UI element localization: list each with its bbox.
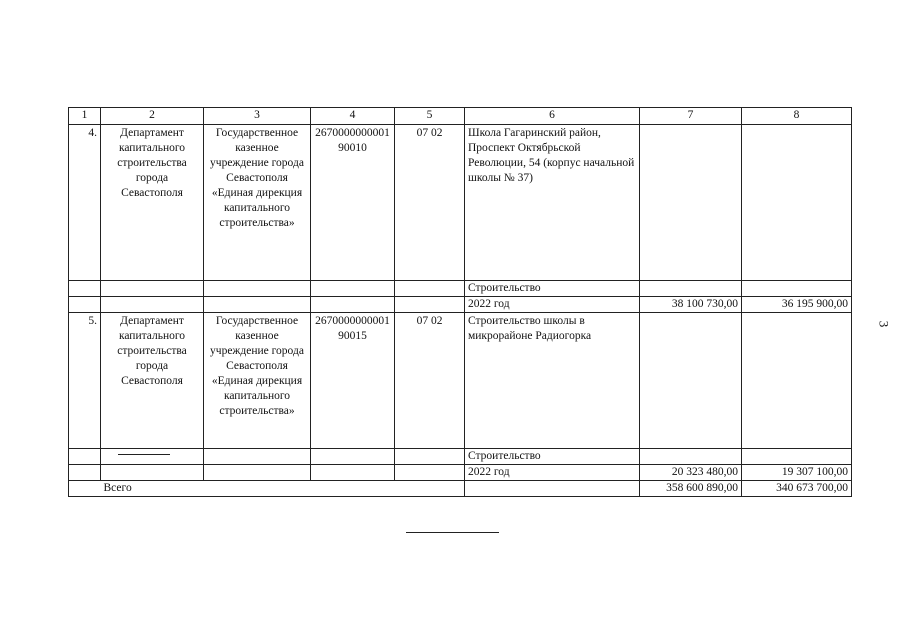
empty-cell	[742, 313, 852, 449]
row-number: 5.	[69, 313, 101, 449]
total-label: Всего	[101, 481, 465, 497]
table-row	[69, 281, 852, 297]
empty-cell	[640, 313, 742, 449]
table-header-row	[69, 108, 852, 125]
total-row	[69, 481, 852, 497]
column-header: 1	[69, 108, 101, 125]
page-number: 3	[876, 320, 892, 328]
total-amount-7: 358 600 890,00	[640, 481, 742, 497]
divider	[118, 454, 170, 455]
column-header: 8	[742, 108, 852, 125]
budget-table	[68, 107, 852, 497]
code-cell: 267000000000190010	[311, 125, 395, 281]
table-row	[69, 313, 852, 449]
code-cell: 267000000000190015	[311, 313, 395, 449]
activity-cell: Строительство	[465, 281, 640, 297]
column-header: 4	[311, 108, 395, 125]
column-header: 7	[640, 108, 742, 125]
year-cell: 2022 год	[465, 297, 640, 313]
amount-7-cell: 38 100 730,00	[640, 297, 742, 313]
row-number: 4.	[69, 125, 101, 281]
year-cell: 2022 год	[465, 465, 640, 481]
amount-8-cell: 19 307 100,00	[742, 465, 852, 481]
department-cell: Департамент капитального строительства города Севастополя	[101, 125, 204, 281]
amount-8-cell: 36 195 900,00	[742, 297, 852, 313]
total-amount-8: 340 673 700,00	[742, 481, 852, 497]
institution-cell: Государственное казенное учреждение города Севастополя «Единая дирекция капитального строительства»	[204, 125, 311, 281]
table-row	[69, 125, 852, 281]
table-row	[69, 297, 852, 313]
activity-cell: Строительство	[465, 449, 640, 465]
amount-7-cell: 20 323 480,00	[640, 465, 742, 481]
section-cell: 07 02	[395, 313, 465, 449]
object-cell: Школа Гагаринский район, Проспект Октябрьской Революции, 54 (корпус начальной школы № 37)	[465, 125, 640, 281]
empty-cell	[640, 125, 742, 281]
empty-cell	[742, 125, 852, 281]
table-row	[69, 465, 852, 481]
column-header: 3	[204, 108, 311, 125]
institution-cell: Государственное казенное учреждение города Севастополя «Единая дирекция капитального строительства»	[204, 313, 311, 449]
object-cell: Строительство школы в микрорайоне Радиогорка	[465, 313, 640, 449]
column-header: 2	[101, 108, 204, 125]
department-cell: Департамент капитального строительства города Севастополя	[101, 313, 204, 449]
column-header: 6	[465, 108, 640, 125]
footer-divider	[406, 532, 499, 533]
column-header: 5	[395, 108, 465, 125]
table-row	[69, 449, 852, 465]
section-cell: 07 02	[395, 125, 465, 281]
